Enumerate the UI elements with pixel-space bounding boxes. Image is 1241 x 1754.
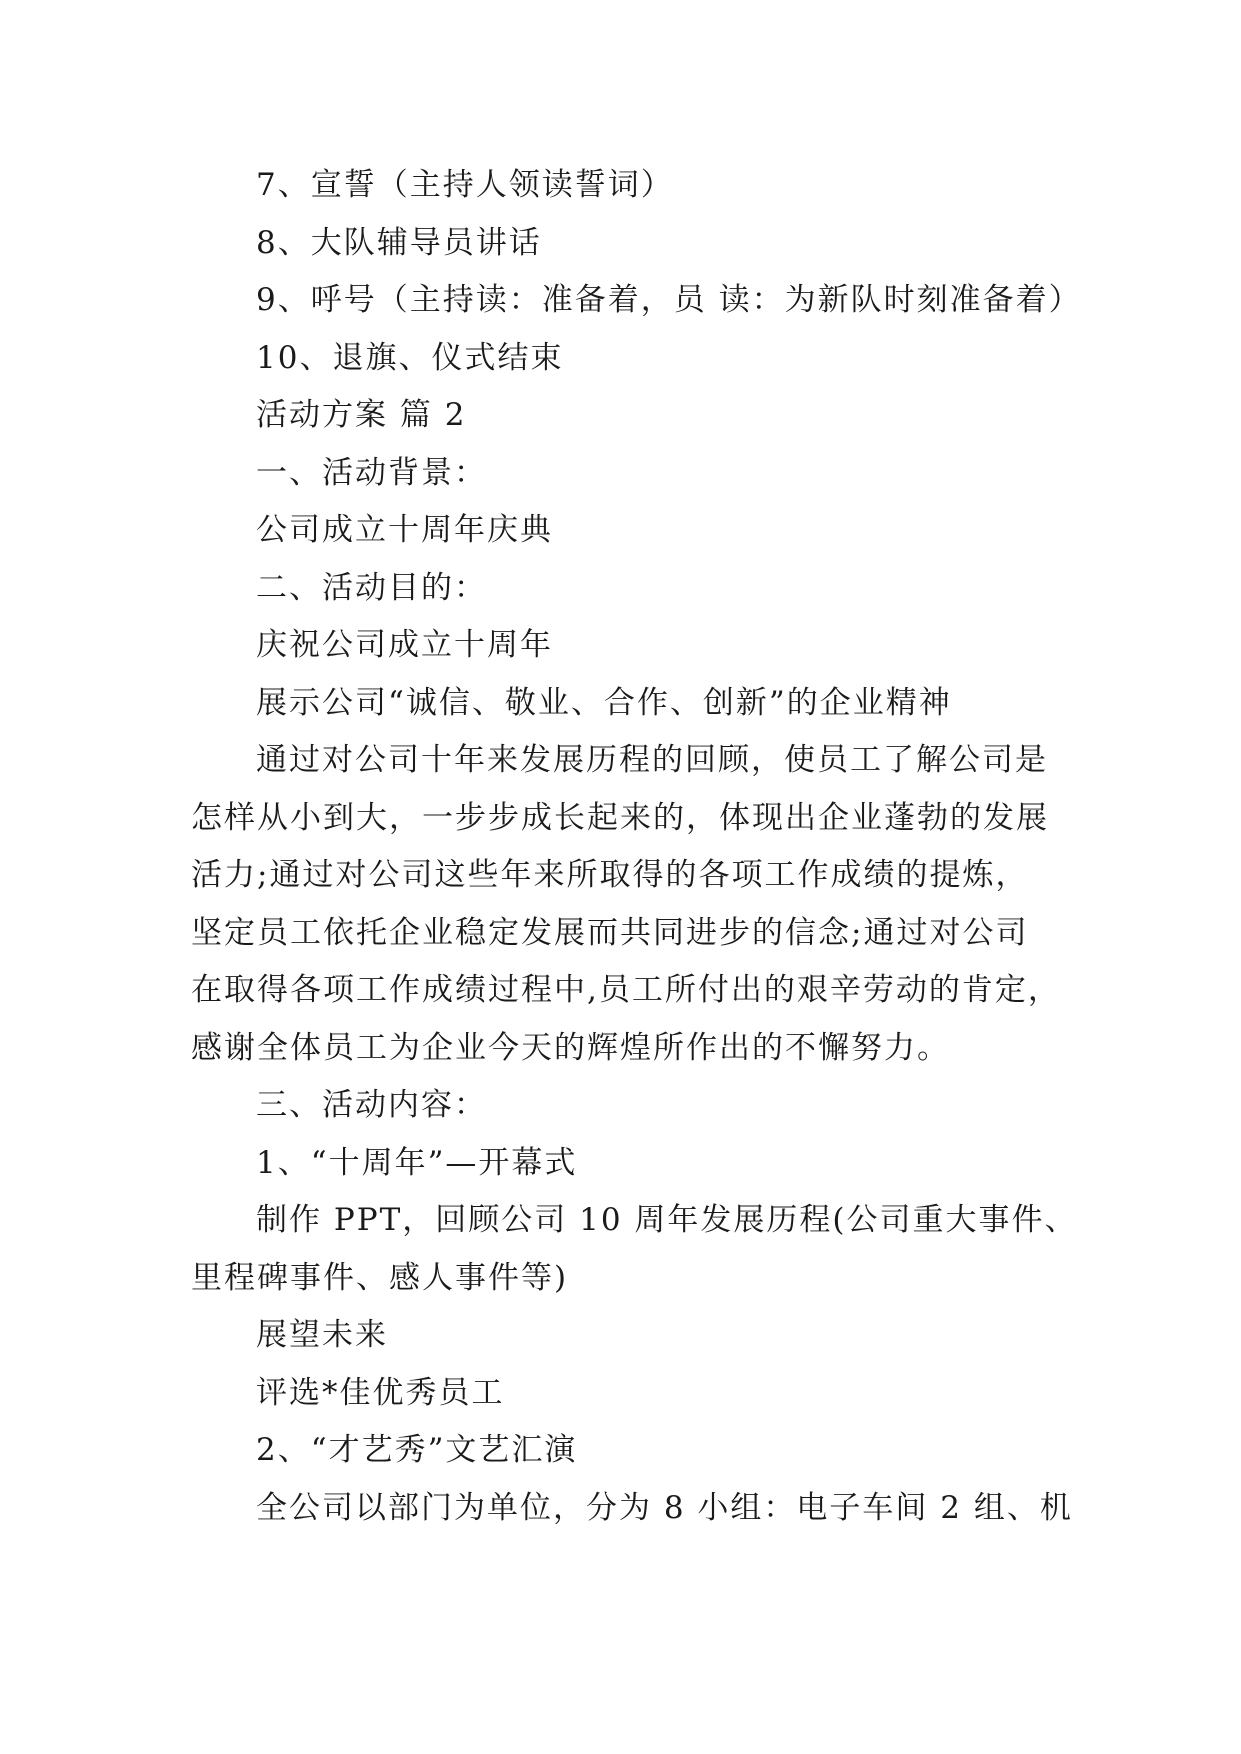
- paragraph-line: 在取得各项工作成绩过程中,员工所付出的艰辛劳动的肯定，: [191, 972, 1061, 1008]
- heading-content: 三、活动内容：: [256, 1087, 487, 1123]
- heading-purpose: 二、活动目的：: [256, 570, 487, 606]
- list-item-counselor-speech: 8、大队辅导员讲话: [256, 225, 542, 261]
- paragraph-line: 里程碑事件、感人事件等): [191, 1260, 569, 1296]
- paragraph-line: 全公司以部门为单位，分为 8 小组：电子车间 2 组、机: [256, 1490, 1073, 1526]
- heading-background: 一、活动背景：: [256, 455, 487, 491]
- paragraph-line: 制作 PPT，回顾公司 10 周年发展历程(公司重大事件、: [256, 1202, 1078, 1238]
- list-item-flag-retreat: 10、退旗、仪式结束: [256, 340, 564, 376]
- paragraph-background: 公司成立十周年庆典: [256, 512, 553, 548]
- paragraph-line: 展望未来: [256, 1317, 388, 1353]
- list-item-opening: 1、“十周年”—开幕式: [256, 1145, 578, 1181]
- list-item-oath: 7、宣誓（主持人领读誓词）: [256, 167, 674, 203]
- paragraph-line: 感谢全体员工为企业今天的辉煌所作出的不懈努力。: [191, 1030, 950, 1066]
- paragraph-purpose-2: 展示公司“诚信、敬业、合作、创新”的企业精神: [256, 685, 952, 721]
- list-item-talent-show: 2、“才艺秀”文艺汇演: [256, 1432, 578, 1468]
- section-heading-plan-2: 活动方案 篇 2: [256, 397, 467, 433]
- paragraph-line: 坚定员工依托企业稳定发展而共同进步的信念;通过对公司: [191, 915, 1029, 951]
- paragraph-line: 怎样从小到大，一步步成长起来的，体现出企业蓬勃的发展: [191, 800, 1049, 836]
- paragraph-line: 评选*佳优秀员工: [256, 1375, 505, 1411]
- list-item-call-response: 9、呼号（主持读：准备着，员 读：为新队时刻准备着）: [256, 282, 1082, 318]
- paragraph-line: 活力;通过对公司这些年来所取得的各项工作成绩的提炼，: [191, 857, 1029, 893]
- paragraph-purpose-1: 庆祝公司成立十周年: [256, 627, 553, 663]
- paragraph-line: 通过对公司十年来发展历程的回顾，使员工了解公司是: [256, 742, 1048, 778]
